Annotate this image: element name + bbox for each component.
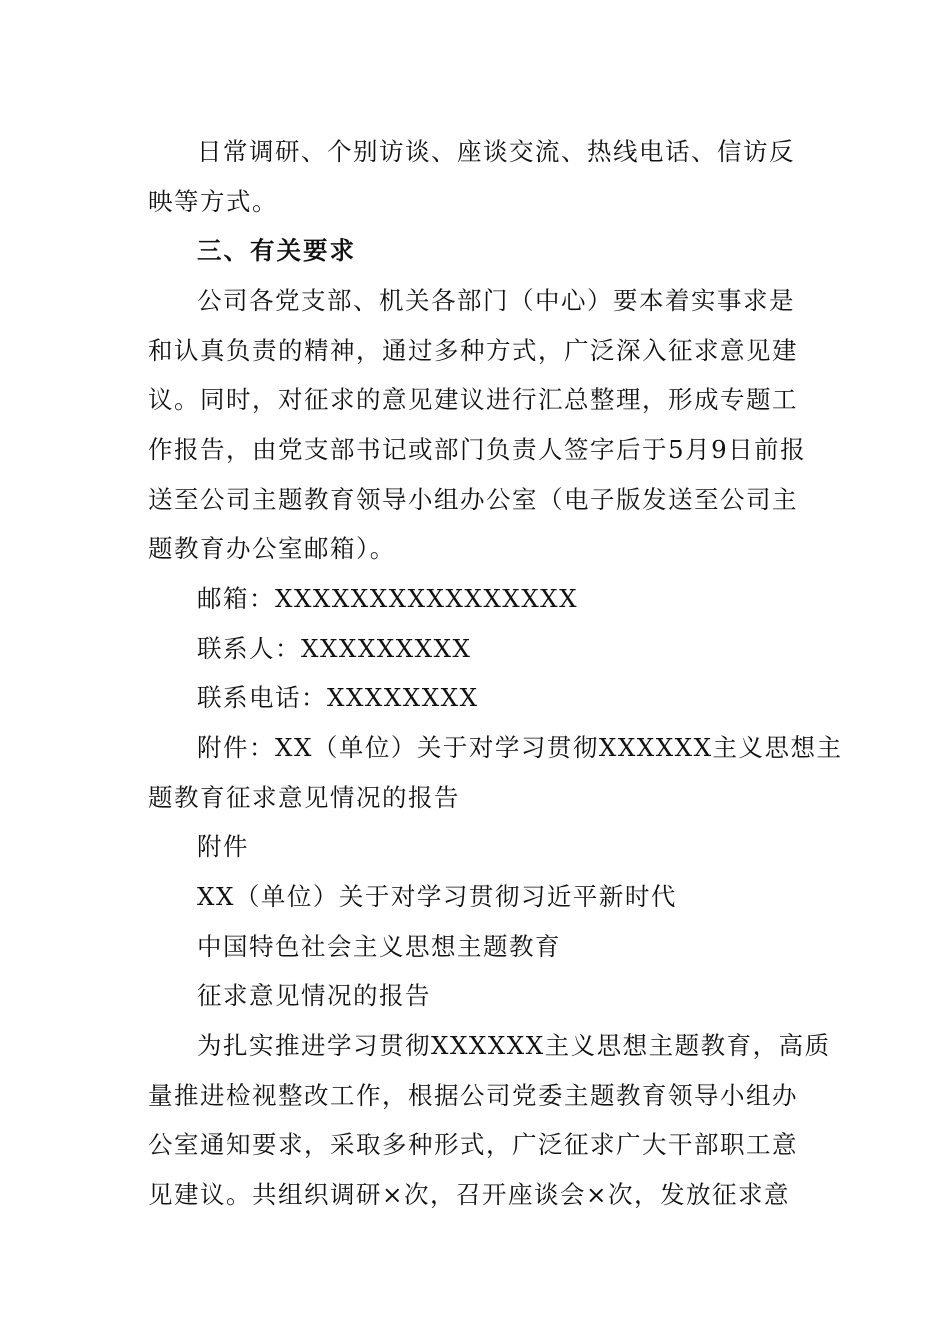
paragraph-line: 议。同时，对征求的意见建议进行汇总整理，形成专题工 [148,385,798,414]
paragraph-line: 日常调研、个别访谈、座谈交流、热线电话、信访反 [197,137,795,166]
paragraph-line: 公室通知要求，采取多种形式，广泛征求广大干部职工意 [148,1130,798,1159]
contact-phone-line: 联系电话：XXXXXXXX [197,683,479,712]
attachment-line: 附件：XX（单位）关于对学习贯彻XXXXXX主义思想主 [197,733,843,762]
contact-person-line: 联系人：XXXXXXXXX [197,634,472,663]
attachment-line: 题教育征求意见情况的报告 [148,783,460,812]
section-heading: 三、有关要求 [197,236,356,265]
report-title-line: 征求意见情况的报告 [197,981,431,1010]
email-line: 邮箱：XXXXXXXXXXXXXXXX [197,584,579,613]
paragraph-line: 题教育办公室邮箱）。 [148,534,396,563]
report-title-line: XX（单位）关于对学习贯彻习近平新时代 [197,882,677,911]
report-title-line: 中国特色社会主义思想主题教育 [197,932,561,961]
paragraph-line: 量推进检视整改工作，根据公司党委主题教育领导小组办 [148,1081,798,1110]
paragraph-line: 为扎实推进学习贯彻XXXXXX主义思想主题教育，高质 [197,1031,831,1060]
paragraph-line: 见建议。共组织调研×次，召开座谈会×次，发放征求意 [148,1180,791,1209]
paragraph-line: 公司各党支部、机关各部门（中心）要本着实事求是 [197,286,795,315]
attachment-label: 附件 [197,832,249,861]
paragraph-line: 映等方式。 [148,187,278,216]
paragraph-line: 和认真负责的精神，通过多种方式，广泛深入征求意见建 [148,336,798,365]
paragraph-line: 作报告，由党支部书记或部门负责人签字后于5月9日前报 [148,435,807,464]
paragraph-line: 送至公司主题教育领导小组办公室（电子版发送至公司主 [148,485,798,514]
